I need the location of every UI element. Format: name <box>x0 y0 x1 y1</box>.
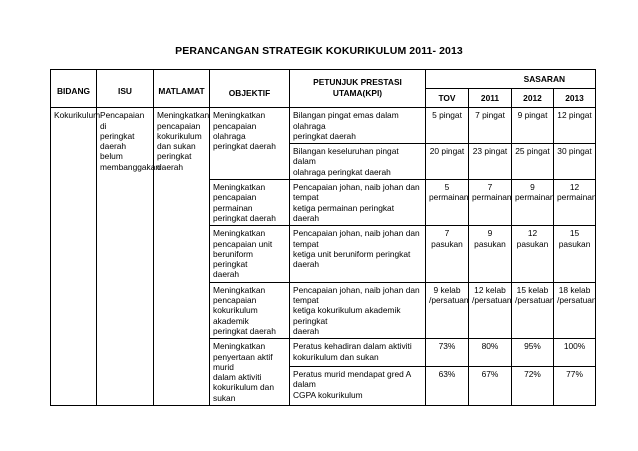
kpi-cell: Peratus murid mendapat gred A dalam CGPA kokurikulum <box>290 367 426 406</box>
header-row <box>51 70 596 89</box>
kpi-cell: Pencapaian johan, naib johan dan tempat ketiga unit beruniform peringkat daerah <box>290 226 426 282</box>
header-objektif: OBJEKTIF <box>210 70 290 108</box>
target-2013-cell: 12 permainan <box>554 180 596 226</box>
header-tov: TOV <box>426 89 469 108</box>
header-isu: ISU <box>97 70 154 108</box>
strategic-plan-table <box>50 69 596 406</box>
target-2012-cell: 95% <box>512 339 554 367</box>
kpi-cell: Bilangan keseluruhan pingat dalam olahraga peringkat daerah <box>290 144 426 180</box>
target-2011-cell: 7 permainan <box>469 180 512 226</box>
header-2011: 2011 <box>469 89 512 108</box>
kpi-cell: Peratus kehadiran dalam aktiviti kokurikulum dan sukan <box>290 339 426 367</box>
target-2012-cell: 9 pingat <box>512 108 554 144</box>
header-2013: 2013 <box>554 89 596 108</box>
target-2012-cell: 12 pasukan <box>512 226 554 282</box>
kpi-cell: Bilangan pingat emas dalam olahraga peringkat daerah <box>290 108 426 144</box>
tov-cell: 9 kelab /persatuan <box>426 282 469 338</box>
target-2011-cell: 23 pingat <box>469 144 512 180</box>
header-bidang: BIDANG <box>51 70 97 108</box>
bidang-cell: Kokurikulum <box>51 108 97 406</box>
header-2012: 2012 <box>512 89 554 108</box>
target-2013-cell: 100% <box>554 339 596 367</box>
tov-cell: 7 pasukan <box>426 226 469 282</box>
objektif-cell: Meningkatkan pencapaian unit beruniform peringkat daerah <box>210 226 290 282</box>
target-2012-cell: 9 permainan <box>512 180 554 226</box>
table-row <box>51 108 596 144</box>
tov-cell: 73% <box>426 339 469 367</box>
kpi-cell: Pencapaian johan, naib johan dan tempat ketiga permainan peringkat daerah <box>290 180 426 226</box>
target-2013-cell: 18 kelab /persatuan <box>554 282 596 338</box>
target-2011-cell: 12 kelab /persatuan <box>469 282 512 338</box>
isu-cell: Pencapaian di peringkat daerah belum membanggakan <box>97 108 154 406</box>
target-2013-cell: 30 pingat <box>554 144 596 180</box>
target-2013-cell: 15 pasukan <box>554 226 596 282</box>
target-2013-cell: 77% <box>554 367 596 406</box>
target-2012-cell: 25 pingat <box>512 144 554 180</box>
tov-cell: 5 permainan <box>426 180 469 226</box>
header-kpi: PETUNJUK PRESTASI UTAMA(KPI) <box>290 70 426 108</box>
objektif-cell: Meningkatkan pencapaian olahraga peringkat daerah <box>210 108 290 180</box>
page-title: PERANCANGAN STRATEGIK KOKURIKULUM 2011- 2013 <box>175 45 463 57</box>
tov-cell: 5 pingat <box>426 108 469 144</box>
target-2011-cell: 67% <box>469 367 512 406</box>
header-matlamat: MATLAMAT <box>154 70 210 108</box>
target-2012-cell: 72% <box>512 367 554 406</box>
header-sasaran: SASARAN <box>426 70 596 89</box>
target-2011-cell: 80% <box>469 339 512 367</box>
objektif-cell: Meningkatkan pencapaian kokurikulum akademik peringkat daerah <box>210 282 290 338</box>
target-2011-cell: 7 pingat <box>469 108 512 144</box>
tov-cell: 63% <box>426 367 469 406</box>
target-2012-cell: 15 kelab /persatuan <box>512 282 554 338</box>
target-2013-cell: 12 pingat <box>554 108 596 144</box>
target-2011-cell: 9 pasukan <box>469 226 512 282</box>
tov-cell: 20 pingat <box>426 144 469 180</box>
objektif-cell: Meningkatkan pencapaian permainan peringkat daerah <box>210 180 290 226</box>
matlamat-cell: Meningkatkan pencapaian kokurikulum dan sukan peringkat daerah <box>154 108 210 406</box>
kpi-cell: Pencapaian johan, naib johan dan tempat ketiga kokurikulum akademik peringkat daerah <box>290 282 426 338</box>
objektif-cell: Meningkatkan penyertaan aktif murid dalam aktiviti kokurikulum dan sukan <box>210 339 290 406</box>
